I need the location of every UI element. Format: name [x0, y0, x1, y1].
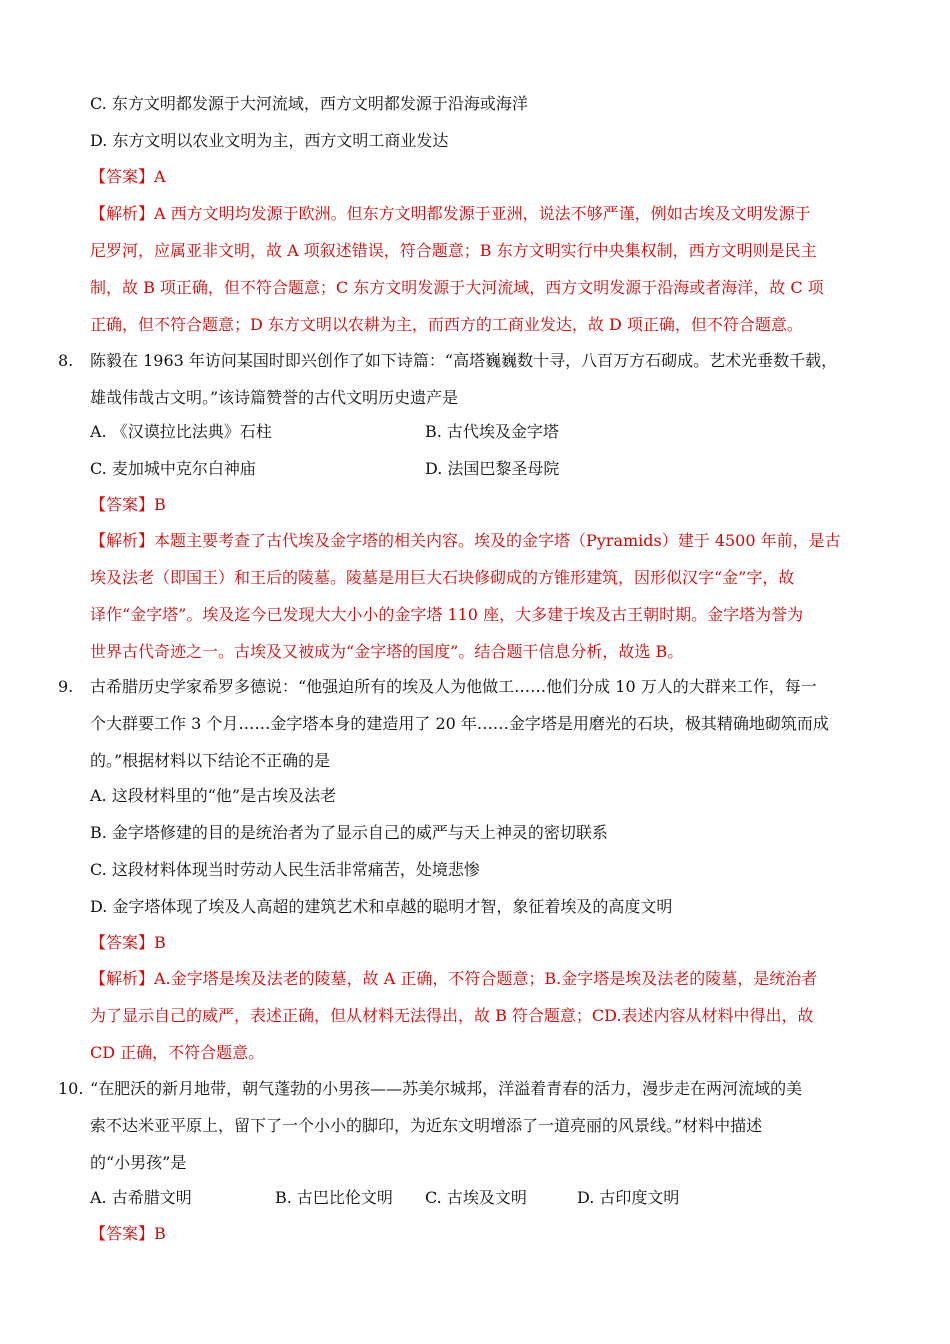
q7-analysis-line: 尼罗河，应属亚非文明，故 A 项叙述错误，符合题意；B 东方文明实行中央集权制，西方文明则是民主 — [90, 241, 817, 260]
q9-option-b: B. 金字塔修建的目的是统治者为了显示自己的威严与天上神灵的密切联系 — [90, 823, 608, 842]
q10-answer: 【答案】B — [90, 1224, 166, 1243]
q9-stem-line: 古希腊历史学家希罗多德说：“他强迫所有的埃及人为他做工……他们分成 10 万人的大群来工作，每一 — [90, 677, 817, 696]
q8-analysis-line: 世界古代奇迹之一。古埃及又被成为“金字塔的国度”。结合题干信息分析，故选 B。 — [90, 642, 684, 661]
q10-stem-line: “在肥沃的新月地带，朝气蓬勃的小男孩——苏美尔城邦，洋溢着青春的活力，漫步走在两河流域的美 — [90, 1079, 803, 1098]
q7-analysis-line: 制，故 B 项正确，但不符合题意；C 东方文明发源于大河流域，西方文明发源于沿海或者海洋，故 C 项 — [90, 278, 824, 297]
q10-option-d: D. 古印度文明 — [577, 1188, 680, 1207]
q7-option-c: C. 东方文明都发源于大河流域，西方文明都发源于沿海或海洋 — [90, 94, 528, 113]
q9-option-c: C. 这段材料体现当时劳动人民生活非常痛苦，处境悲惨 — [90, 860, 480, 879]
q9-stem-line: 个大群要工作 3 个月……金字塔本身的建造用了 20 年……金字塔是用磨光的石块，极其精确地砌筑而成 — [90, 714, 829, 733]
q9-option-a: A. 这段材料里的“他”是古埃及法老 — [90, 786, 337, 805]
q7-option-d: D. 东方文明以农业文明为主，西方文明工商业发达 — [90, 131, 449, 150]
q7-analysis-line: 【解析】A 西方文明均发源于欧洲。但东方文明都发源于亚洲，说法不够严谨，例如古埃及文明发源于 — [90, 204, 811, 223]
q10-option-b: B. 古巴比伦文明 — [275, 1188, 393, 1207]
q8-option-d: D. 法国巴黎圣母院 — [425, 459, 560, 478]
q8-option-c: C. 麦加城中克尔白神庙 — [90, 459, 256, 478]
q8-stem-line: 雄哉伟哉古文明。”该诗篇赞誉的古代文明历史遗产是 — [90, 388, 459, 407]
q8-number: 8. — [58, 351, 74, 370]
q9-analysis-line: CD 正确，不符合题意。 — [90, 1043, 265, 1062]
q9-stem-line: 的。”根据材料以下结论不正确的是 — [90, 751, 331, 770]
q10-stem-line: 的“小男孩”是 — [90, 1153, 187, 1172]
q7-analysis-line: 正确，但不符合题意；D 东方文明以农耕为主，而西方的工商业发达，故 D 项正确，但不符合题意。 — [90, 315, 803, 334]
q10-option-c: C. 古埃及文明 — [425, 1188, 527, 1207]
q10-stem-line: 索不达米亚平原上，留下了一个小小的脚印，为近东文明增添了一道亮丽的风景线。”材料中描述 — [90, 1116, 763, 1135]
q9-analysis-line: 为了显示自己的威严，表述正确，但从材料无法得出，故 B 符合题意；CD.表述内容从材料中得出，故 — [90, 1006, 814, 1025]
q9-number: 9. — [58, 677, 74, 696]
q9-answer: 【答案】B — [90, 933, 166, 952]
q10-number: 10. — [58, 1079, 84, 1098]
q8-option-b: B. 古代埃及金字塔 — [425, 422, 559, 441]
q8-stem-line: 陈毅在 1963 年访问某国时即兴创作了如下诗篇：“高塔巍巍数十寻，八百万方石砌成。艺术光垂数千载， — [90, 351, 838, 370]
q8-analysis-line: 【解析】本题主要考查了古代埃及金字塔的相关内容。埃及的金字塔（Pyramids）建于 4500 年前，是古 — [90, 531, 841, 550]
q8-analysis-line: 埃及法老（即国王）和王后的陵墓。陵墓是用巨大石块修砌成的方锥形建筑，因形似汉字“金”字，故 — [90, 568, 795, 587]
q8-option-a: A. 《汉谟拉比法典》石柱 — [90, 422, 272, 441]
q8-answer: 【答案】B — [90, 495, 166, 514]
q9-option-d: D. 金字塔体现了埃及人高超的建筑艺术和卓越的聪明才智，象征着埃及的高度文明 — [90, 897, 673, 916]
q10-option-a: A. 古希腊文明 — [90, 1188, 192, 1207]
q9-analysis-line: 【解析】A.金字塔是埃及法老的陵墓，故 A 正确，不符合题意；B.金字塔是埃及法老的陵墓，是统治者 — [90, 969, 818, 988]
q7-answer: 【答案】A — [90, 167, 166, 186]
q8-analysis-line: 译作“金字塔”。埃及迄今已发现大大小小的金字塔 110 座，大多建于埃及古王朝时期。金字塔为誉为 — [90, 605, 804, 624]
